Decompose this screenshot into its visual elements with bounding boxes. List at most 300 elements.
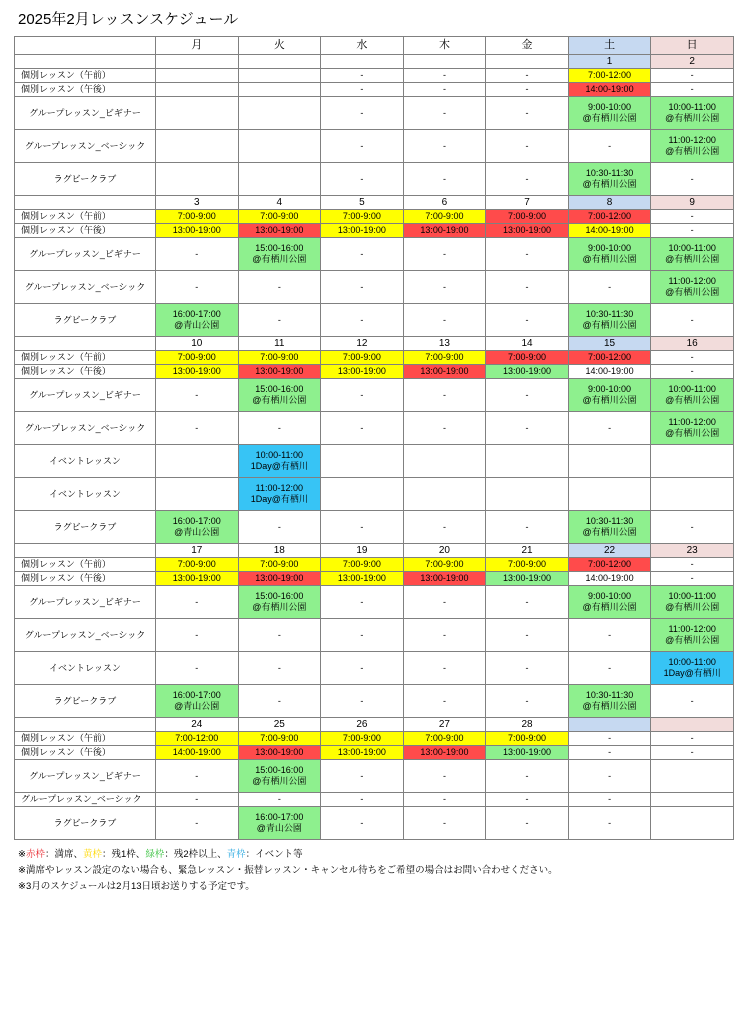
schedule-cell: 16:00-17:00 @青山公園	[155, 304, 238, 337]
schedule-cell: -	[486, 652, 569, 685]
schedule-cell: 13:00-19:00	[321, 746, 404, 760]
note-1: ※満席やレッスン設定のない場合も、緊急レッスン・振替レッスン・キャンセル待ちをご希望の場合はお問い合わせください。	[18, 865, 558, 876]
schedule-cell: 16:00-17:00 @青山公園	[155, 685, 238, 718]
schedule-cell: -	[321, 97, 404, 130]
schedule-cell: 7:00-9:00	[486, 558, 569, 572]
schedule-cell: 11:00-12:00 @有栖川公園	[651, 271, 734, 304]
corner-cell	[15, 37, 156, 55]
schedule-cell: 7:00-9:00	[321, 210, 404, 224]
schedule-cell: 13:00-19:00	[486, 572, 569, 586]
table-row	[15, 807, 734, 840]
row-label-group-basic: グループレッスン_ベーシック	[15, 130, 156, 163]
schedule-cell: 14:00-19:00	[568, 572, 651, 586]
date-row-label	[15, 337, 156, 351]
schedule-cell: 7:00-9:00	[321, 351, 404, 365]
table-row	[15, 163, 734, 196]
table-row	[15, 379, 734, 412]
row-label-group-basic: グループレッスン_ベーシック	[15, 793, 156, 807]
schedule-cell: 7:00-9:00	[403, 732, 486, 746]
schedule-cell: -	[486, 69, 569, 83]
schedule-cell: -	[238, 619, 321, 652]
legend-yellow-label: 黄枠	[83, 849, 103, 860]
row-label-private-pm: 個別レッスン（午後）	[15, 365, 156, 379]
schedule-cell: 15:00-16:00 @有栖川公園	[238, 586, 321, 619]
table-row	[15, 511, 734, 544]
schedule-cell: -	[651, 685, 734, 718]
date-cell	[238, 55, 321, 69]
row-label-private-pm: 個別レッスン（午後）	[15, 224, 156, 238]
schedule-cell: 13:00-19:00	[486, 224, 569, 238]
schedule-cell	[155, 97, 238, 130]
schedule-cell: 7:00-9:00	[403, 351, 486, 365]
schedule-cell: -	[155, 807, 238, 840]
schedule-cell: -	[403, 807, 486, 840]
schedule-cell: -	[403, 793, 486, 807]
schedule-cell	[238, 97, 321, 130]
date-cell: 3	[155, 196, 238, 210]
schedule-cell: -	[321, 69, 404, 83]
schedule-cell: -	[321, 379, 404, 412]
schedule-cell: -	[651, 558, 734, 572]
date-row	[15, 196, 734, 210]
schedule-cell	[155, 130, 238, 163]
schedule-cell: 9:00-10:00 @有栖川公園	[568, 238, 651, 271]
row-label-private-am: 個別レッスン（午前）	[15, 69, 156, 83]
weekday-header-土: 土	[568, 37, 651, 55]
schedule-cell	[155, 163, 238, 196]
schedule-cell: 7:00-12:00	[568, 351, 651, 365]
schedule-cell: -	[155, 793, 238, 807]
schedule-cell: 7:00-9:00	[238, 558, 321, 572]
date-row	[15, 55, 734, 69]
schedule-cell: 13:00-19:00	[403, 746, 486, 760]
schedule-cell: -	[321, 685, 404, 718]
date-cell: 2	[651, 55, 734, 69]
schedule-cell	[486, 478, 569, 511]
schedule-cell: 7:00-9:00	[321, 732, 404, 746]
date-cell	[321, 55, 404, 69]
schedule-cell: -	[568, 130, 651, 163]
date-cell	[486, 55, 569, 69]
schedule-cell: -	[321, 511, 404, 544]
date-row	[15, 337, 734, 351]
row-label-rugby: ラグビークラブ	[15, 685, 156, 718]
table-row	[15, 445, 734, 478]
table-row	[15, 210, 734, 224]
schedule-cell: 13:00-19:00	[238, 224, 321, 238]
schedule-cell: -	[568, 807, 651, 840]
schedule-cell: -	[651, 163, 734, 196]
schedule-cell: -	[403, 271, 486, 304]
schedule-cell: -	[155, 271, 238, 304]
schedule-cell: 13:00-19:00	[238, 746, 321, 760]
schedule-cell	[651, 807, 734, 840]
date-cell: 27	[403, 718, 486, 732]
row-label-group-basic: グループレッスン_ベーシック	[15, 619, 156, 652]
row-label-event: イベントレッスン	[15, 652, 156, 685]
schedule-cell: -	[403, 304, 486, 337]
table-row	[15, 652, 734, 685]
schedule-cell: -	[403, 685, 486, 718]
schedule-cell: 9:00-10:00 @有栖川公園	[568, 97, 651, 130]
schedule-cell: -	[321, 807, 404, 840]
schedule-cell: 7:00-12:00	[568, 210, 651, 224]
schedule-cell: -	[403, 619, 486, 652]
schedule-cell: 10:30-11:30 @有栖川公園	[568, 163, 651, 196]
schedule-cell: 16:00-17:00 @青山公園	[155, 511, 238, 544]
schedule-cell	[486, 445, 569, 478]
table-row	[15, 619, 734, 652]
schedule-cell: -	[321, 304, 404, 337]
table-row	[15, 558, 734, 572]
schedule-cell: 10:00-11:00 @有栖川公園	[651, 97, 734, 130]
date-cell: 16	[651, 337, 734, 351]
date-row	[15, 718, 734, 732]
schedule-cell: -	[568, 746, 651, 760]
weekday-header-金: 金	[486, 37, 569, 55]
legend-and-notes	[18, 847, 736, 895]
schedule-cell: -	[651, 69, 734, 83]
weekday-header-日: 日	[651, 37, 734, 55]
date-cell: 4	[238, 196, 321, 210]
table-row	[15, 351, 734, 365]
date-cell: 22	[568, 544, 651, 558]
schedule-cell: -	[486, 97, 569, 130]
schedule-cell: 7:00-9:00	[486, 210, 569, 224]
schedule-cell: -	[403, 586, 486, 619]
date-cell	[568, 718, 651, 732]
schedule-cell: -	[486, 163, 569, 196]
schedule-cell: -	[155, 760, 238, 793]
schedule-cell	[321, 478, 404, 511]
schedule-cell: -	[651, 83, 734, 97]
schedule-cell	[155, 69, 238, 83]
schedule-cell: 7:00-9:00	[238, 351, 321, 365]
schedule-cell: -	[321, 652, 404, 685]
schedule-cell: -	[486, 304, 569, 337]
date-cell: 8	[568, 196, 651, 210]
schedule-cell	[238, 83, 321, 97]
schedule-cell	[568, 445, 651, 478]
schedule-cell: 11:00-12:00 @有栖川公園	[651, 130, 734, 163]
date-cell: 17	[155, 544, 238, 558]
schedule-cell	[238, 163, 321, 196]
schedule-cell: 15:00-16:00 @有栖川公園	[238, 238, 321, 271]
schedule-cell: 7:00-12:00	[155, 732, 238, 746]
schedule-cell: 9:00-10:00 @有栖川公園	[568, 586, 651, 619]
date-cell: 20	[403, 544, 486, 558]
schedule-cell	[321, 445, 404, 478]
schedule-cell	[651, 445, 734, 478]
row-label-private-am: 個別レッスン（午前）	[15, 732, 156, 746]
date-cell: 26	[321, 718, 404, 732]
schedule-cell: -	[403, 97, 486, 130]
date-cell: 21	[486, 544, 569, 558]
schedule-cell	[403, 478, 486, 511]
row-label-private-pm: 個別レッスン（午後）	[15, 746, 156, 760]
schedule-cell: 7:00-9:00	[238, 732, 321, 746]
weekday-header-火: 火	[238, 37, 321, 55]
table-row	[15, 793, 734, 807]
schedule-cell: -	[403, 130, 486, 163]
table-row	[15, 746, 734, 760]
date-row-label	[15, 55, 156, 69]
schedule-cell: -	[321, 271, 404, 304]
schedule-cell	[155, 445, 238, 478]
schedule-cell: -	[486, 379, 569, 412]
schedule-cell: -	[155, 379, 238, 412]
schedule-cell: 11:00-12:00 @有栖川公園	[651, 619, 734, 652]
schedule-cell: 14:00-19:00	[568, 224, 651, 238]
schedule-cell: -	[238, 304, 321, 337]
date-cell: 11	[238, 337, 321, 351]
schedule-cell: 7:00-12:00	[568, 558, 651, 572]
schedule-cell: -	[321, 619, 404, 652]
schedule-cell: -	[568, 732, 651, 746]
date-cell: 15	[568, 337, 651, 351]
row-label-private-pm: 個別レッスン（午後）	[15, 83, 156, 97]
schedule-cell	[651, 760, 734, 793]
schedule-cell: 13:00-19:00	[155, 224, 238, 238]
schedule-cell: 13:00-19:00	[403, 365, 486, 379]
date-cell: 24	[155, 718, 238, 732]
row-label-private-pm: 個別レッスン（午後）	[15, 572, 156, 586]
schedule-cell: -	[155, 238, 238, 271]
page-title: 2025年2月レッスンスケジュール	[18, 11, 239, 28]
table-row	[15, 224, 734, 238]
schedule-cell: -	[486, 793, 569, 807]
table-row	[15, 304, 734, 337]
schedule-table	[14, 36, 734, 840]
row-label-event: イベントレッスン	[15, 478, 156, 511]
schedule-cell: 15:00-16:00 @有栖川公園	[238, 760, 321, 793]
row-label-private-am: 個別レッスン（午前）	[15, 210, 156, 224]
table-row	[15, 478, 734, 511]
schedule-cell	[238, 130, 321, 163]
schedule-cell: 13:00-19:00	[321, 365, 404, 379]
row-label-rugby: ラグビークラブ	[15, 163, 156, 196]
date-cell: 1	[568, 55, 651, 69]
date-cell	[403, 55, 486, 69]
schedule-cell: -	[321, 83, 404, 97]
schedule-cell: -	[403, 412, 486, 445]
date-cell	[155, 55, 238, 69]
schedule-cell: -	[651, 304, 734, 337]
schedule-cell	[568, 478, 651, 511]
schedule-cell: -	[321, 760, 404, 793]
legend-green-label: 緑枠	[145, 849, 165, 860]
date-cell: 7	[486, 196, 569, 210]
schedule-cell: 7:00-9:00	[155, 558, 238, 572]
schedule-cell: -	[486, 412, 569, 445]
schedule-cell: -	[486, 83, 569, 97]
date-cell: 5	[321, 196, 404, 210]
date-cell: 18	[238, 544, 321, 558]
date-row-label	[15, 718, 156, 732]
schedule-cell: 15:00-16:00 @有栖川公園	[238, 379, 321, 412]
schedule-cell: -	[651, 365, 734, 379]
schedule-cell: 10:00-11:00 1Day@有栖川	[238, 445, 321, 478]
schedule-cell: -	[651, 351, 734, 365]
schedule-cell	[155, 478, 238, 511]
schedule-cell: 11:00-12:00 @有栖川公園	[651, 412, 734, 445]
legend-blue-text: ：イベント等	[245, 849, 303, 860]
schedule-cell: -	[568, 271, 651, 304]
schedule-cell: 7:00-9:00	[486, 732, 569, 746]
table-row	[15, 365, 734, 379]
schedule-cell: -	[321, 238, 404, 271]
legend-yellow-text: ：残1枠、	[102, 849, 146, 860]
schedule-cell: -	[155, 412, 238, 445]
table-row	[15, 572, 734, 586]
schedule-cell: 14:00-19:00	[568, 365, 651, 379]
table-row	[15, 412, 734, 445]
schedule-cell: 13:00-19:00	[486, 746, 569, 760]
schedule-cell: -	[403, 83, 486, 97]
schedule-cell: 14:00-19:00	[568, 83, 651, 97]
legend-green-text: ：残2枠以上、	[164, 849, 227, 860]
schedule-cell: -	[403, 760, 486, 793]
schedule-cell: 10:00-11:00 @有栖川公園	[651, 379, 734, 412]
weekday-header-木: 木	[403, 37, 486, 55]
schedule-cell: 13:00-19:00	[155, 572, 238, 586]
table-row	[15, 271, 734, 304]
weekday-header-row	[15, 37, 734, 55]
weekday-header-水: 水	[321, 37, 404, 55]
schedule-cell: -	[403, 652, 486, 685]
schedule-cell: 13:00-19:00	[238, 365, 321, 379]
schedule-cell: 13:00-19:00	[238, 572, 321, 586]
schedule-cell: -	[403, 238, 486, 271]
schedule-cell: -	[155, 619, 238, 652]
date-cell: 10	[155, 337, 238, 351]
schedule-cell: -	[238, 511, 321, 544]
date-cell	[651, 718, 734, 732]
table-row	[15, 83, 734, 97]
schedule-cell: -	[486, 511, 569, 544]
schedule-cell: -	[568, 619, 651, 652]
schedule-cell	[238, 69, 321, 83]
row-label-group-basic: グループレッスン_ベーシック	[15, 271, 156, 304]
schedule-cell: -	[486, 760, 569, 793]
schedule-cell: -	[403, 379, 486, 412]
schedule-cell: -	[321, 793, 404, 807]
schedule-cell: -	[651, 210, 734, 224]
schedule-cell: 13:00-19:00	[403, 572, 486, 586]
schedule-cell: 10:00-11:00 @有栖川公園	[651, 586, 734, 619]
schedule-cell: 9:00-10:00 @有栖川公園	[568, 379, 651, 412]
row-label-rugby: ラグビークラブ	[15, 807, 156, 840]
schedule-cell: 10:00-11:00 1Day@有栖川	[651, 652, 734, 685]
date-row-label	[15, 196, 156, 210]
schedule-cell: -	[568, 412, 651, 445]
table-row	[15, 732, 734, 746]
schedule-cell: -	[321, 586, 404, 619]
row-label-private-am: 個別レッスン（午前）	[15, 558, 156, 572]
table-row	[15, 760, 734, 793]
schedule-cell: 13:00-19:00	[321, 572, 404, 586]
schedule-cell: -	[568, 760, 651, 793]
legend-red-label: 赤枠	[25, 849, 45, 860]
row-label-group-beginner: グループレッスン_ビギナー	[15, 586, 156, 619]
schedule-cell: 14:00-19:00	[155, 746, 238, 760]
row-label-group-beginner: グループレッスン_ビギナー	[15, 760, 156, 793]
table-row	[15, 69, 734, 83]
row-label-group-beginner: グループレッスン_ビギナー	[15, 238, 156, 271]
row-label-group-beginner: グループレッスン_ビギナー	[15, 97, 156, 130]
schedule-cell: -	[651, 732, 734, 746]
schedule-cell: -	[486, 586, 569, 619]
schedule-cell: 13:00-19:00	[155, 365, 238, 379]
date-cell: 14	[486, 337, 569, 351]
schedule-cell: -	[403, 511, 486, 544]
schedule-cell: -	[568, 652, 651, 685]
weekday-header-月: 月	[155, 37, 238, 55]
row-label-event: イベントレッスン	[15, 445, 156, 478]
schedule-cell: -	[651, 746, 734, 760]
date-cell: 9	[651, 196, 734, 210]
schedule-cell: -	[403, 163, 486, 196]
schedule-cell	[651, 478, 734, 511]
date-cell: 13	[403, 337, 486, 351]
schedule-cell: -	[486, 619, 569, 652]
table-row	[15, 97, 734, 130]
legend-red-text: ：満席、	[44, 849, 83, 860]
schedule-cell: 10:00-11:00 @有栖川公園	[651, 238, 734, 271]
schedule-cell: -	[155, 586, 238, 619]
table-row	[15, 685, 734, 718]
row-label-group-beginner: グループレッスン_ビギナー	[15, 379, 156, 412]
schedule-cell: 7:00-9:00	[403, 558, 486, 572]
schedule-cell: 7:00-9:00	[321, 558, 404, 572]
schedule-cell: -	[321, 412, 404, 445]
date-row	[15, 544, 734, 558]
schedule-cell: -	[238, 793, 321, 807]
legend-blue-label: 青枠	[226, 849, 246, 860]
schedule-cell: -	[486, 271, 569, 304]
schedule-cell: -	[403, 69, 486, 83]
schedule-cell: 13:00-19:00	[321, 224, 404, 238]
schedule-cell: 7:00-9:00	[403, 210, 486, 224]
schedule-cell: -	[238, 652, 321, 685]
table-row	[15, 238, 734, 271]
schedule-cell: 16:00-17:00 @青山公園	[238, 807, 321, 840]
schedule-cell	[403, 445, 486, 478]
schedule-cell: 7:00-9:00	[155, 351, 238, 365]
schedule-cell: 10:30-11:30 @有栖川公園	[568, 511, 651, 544]
date-cell: 23	[651, 544, 734, 558]
schedule-cell	[155, 83, 238, 97]
row-label-rugby: ラグビークラブ	[15, 511, 156, 544]
schedule-cell	[651, 793, 734, 807]
schedule-cell: -	[651, 572, 734, 586]
row-label-group-basic: グループレッスン_ベーシック	[15, 412, 156, 445]
schedule-cell: -	[568, 793, 651, 807]
schedule-cell: 13:00-19:00	[486, 365, 569, 379]
date-cell: 19	[321, 544, 404, 558]
row-label-rugby: ラグビークラブ	[15, 304, 156, 337]
schedule-cell: 7:00-12:00	[568, 69, 651, 83]
schedule-cell: 13:00-19:00	[403, 224, 486, 238]
legend-prefix: ※	[18, 849, 26, 860]
schedule-cell: -	[651, 511, 734, 544]
date-cell: 25	[238, 718, 321, 732]
date-row-label	[15, 544, 156, 558]
schedule-cell: -	[486, 130, 569, 163]
schedule-cell: -	[651, 224, 734, 238]
schedule-cell: 7:00-9:00	[155, 210, 238, 224]
schedule-cell: -	[321, 163, 404, 196]
